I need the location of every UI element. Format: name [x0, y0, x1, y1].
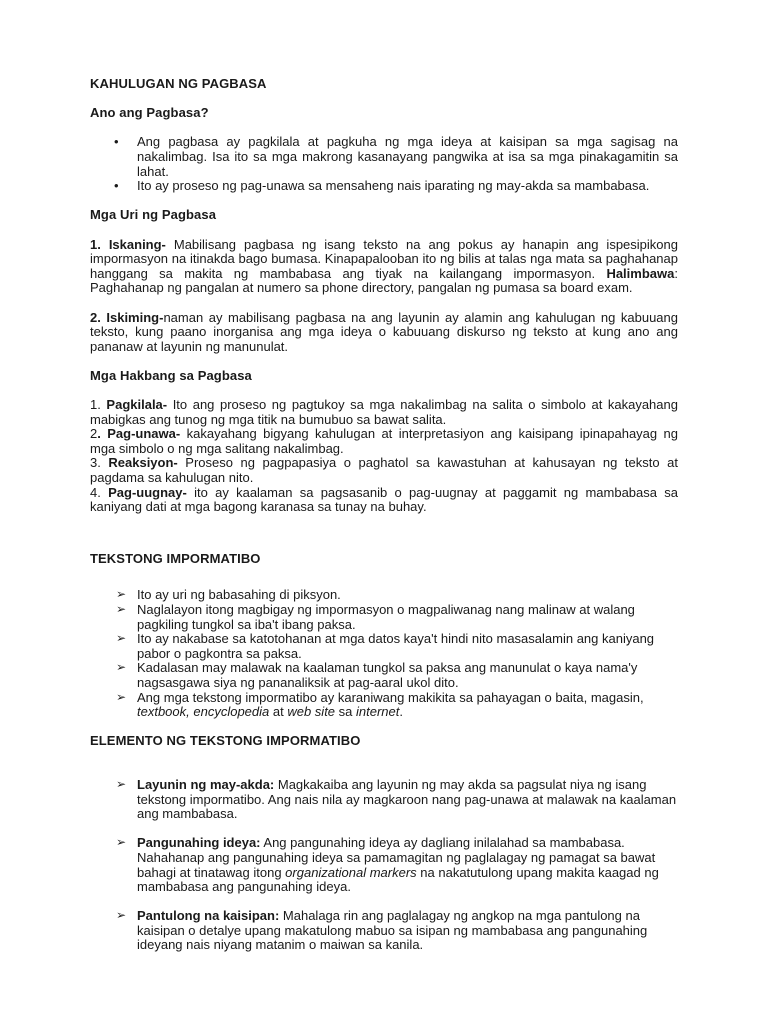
list-item: • Ito ay proseso ng pag-unawa sa mensaheng nais iparating ng may-akda sa mambabasa. — [114, 178, 650, 194]
list-item: ➢ Ito ay uri ng babasahing di piksyon. — [116, 587, 341, 603]
arrow-bullet-icon: ➢ — [116, 602, 127, 616]
list-item: ➢ Pantulong na kaisipan: Mahalaga rin ang paglalagay ng angkop na mga pantulong na kaisipan o detalye upang makatulong mabuo sa isipan ng mambabasa ang pangunahing ideyang nais niyang matanim o maiwan sa kanila. — [116, 908, 648, 953]
elemento-arrow-list — [90, 778, 678, 953]
arrow-bullet-icon: ➢ — [116, 631, 127, 646]
iskiming-label: 2. Iskiming- — [90, 309, 164, 325]
uri-heading: Mga Uri ng Pagbasa — [90, 207, 217, 223]
halimbawa-label: Halimbawa — [606, 265, 675, 281]
list-item: ➢ Naglalayon itong magbigay ng impormasyon o magpaliwanag nang malinaw at walang pagkiling tungkol sa iba't ibang paksa. — [116, 602, 635, 632]
arrow-bullet-icon: ➢ — [116, 908, 127, 923]
list-item: ➢ Pangunahing ideya: Ang pangunahing ideya ay dagliang inilalahad sa mambabasa. Nahahanap ang pangunahing ideya sa pamamagitan ng paglalagay ng pamagat sa bawat bahagi at tinatawag itong organizational markers na nakatutulong upang makita kaagad ng mambabasa ang pangunahing ideya. — [116, 835, 659, 895]
bullet-icon: • — [114, 134, 119, 150]
arrow-bullet-icon: ➢ — [116, 587, 127, 602]
list-item: ➢ Layunin ng may-akda: Magkakaiba ang layunin ng may akda sa pagsulat niya ng isang tekstong impormatibo. Ang nais nila ay magkaroon nang pag-unawa at malawak na kaalaman ang mambabasa. — [116, 776, 677, 822]
iskaning-paragraph: 1. Iskaning- Mabilisang pagbasa ng isang teksto na ang pokus ay hanapin ang ispesipikong impormasyon na itinakda bago bumasa. Kinapapalooban ito ng bilis at talas nga mata sa paghahanap hanggang sa makita ng mambabasa ang tiyak na kailangang impormasyon. Halimbawa: Paghahanap ng pangalan at numero sa phone directory, pangalan ng pumasa sa board exam. — [90, 236, 678, 296]
arrow-bullet-icon: ➢ — [116, 776, 127, 791]
iskiming-paragraph: 2. Iskiming-naman ay mabilisang pagbasa na ang layunin ay alamin ang kahulugan ng kabuuang teksto, kung paano inorganisa ang mga ideya o kabuuang diskurso ng teksto at kung ano ang pananaw at layunin ng manunulat. — [90, 309, 678, 354]
tekstong-heading: TEKSTONG IMPORMATIBO — [90, 550, 261, 566]
list-item: ➢ Ito ay nakabase sa katotohanan at mga datos kaya't hindi nito masasalamin ang kaniyang pabor o pagkontra sa paksa. — [116, 631, 655, 661]
hakbang-steps: 1. Pagkilala- Ito ang proseso ng pagtukoy sa mga nakalimbag na salita o simbolo at kakayahang mabigkas ang tunog ng mga titik na bumubuo sa bawat salita. 2. Pag-unawa- kakayahang bigyang kahulugan at interpretasiyon ang kaisipang ipinapahayag ng mga simbolo o ng mga salitang nakalimbag. 3. Reaksiyon- Proseso ng pagpapasiya o paghatol sa kawastuhan at kahusayan ng teksto at pagdama sa kahulugan nito. 4. Pag-uugnay- ito ay kaalaman sa pagsasanib o pag-uugnay at paggamit ng mambabasa sa kaniyang dati at mga bagong karanasa sa tunay na buhay. — [90, 397, 678, 515]
page-title: KAHULUGAN NG PAGBASA — [90, 76, 267, 91]
definition-bullet-list — [90, 135, 678, 193]
arrow-bullet-icon: ➢ — [116, 835, 127, 850]
bullet-icon: • — [114, 178, 119, 194]
list-item: ➢ Kadalasan may malawak na kaalaman tungkol sa paksa ang manunulat o kaya nama'y nagsasgawa siya ng pananaliksik at pag-aaral ukol dito. — [116, 660, 638, 690]
arrow-bullet-icon: ➢ — [116, 660, 127, 675]
elemento-heading: ELEMENTO NG TEKSTONG IMPORMATIBO — [90, 733, 361, 749]
arrow-bullet-icon: ➢ — [116, 689, 127, 704]
iskaning-label: 1. Iskaning- — [90, 236, 166, 252]
tekstong-arrow-list — [90, 588, 678, 719]
section-question-heading: Ano ang Pagbasa? — [90, 105, 209, 121]
list-item: • Ang pagbasa ay pagkilala at pagkuha ng mga ideya at kaisipan sa mga sagisag na nakalimbag. Isa ito sa mga makrong kasanayang pangwika at isa sa mga pinakagamitin sa lahat. — [114, 134, 678, 179]
list-item: ➢ Ang mga tekstong impormatibo ay karaniwang makikita sa pahayagan o baita, magasin, textbook, encyclopedia at web site sa internet. — [116, 689, 644, 720]
hakbang-heading: Mga Hakbang sa Pagbasa — [90, 367, 252, 383]
